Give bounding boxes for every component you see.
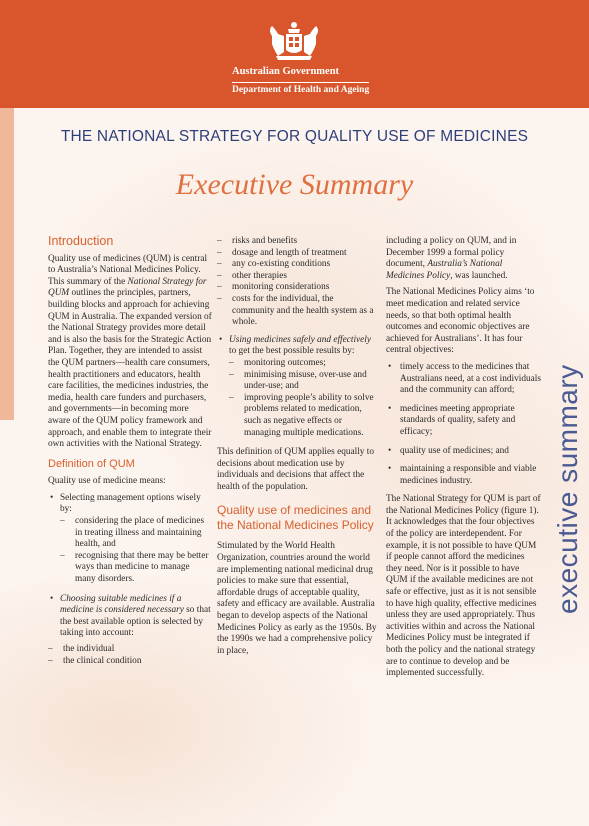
sub-list (60, 516, 212, 586)
list-item: – dosage and length of treatment (232, 248, 377, 260)
list-item: – risks and benefits (232, 236, 377, 248)
policy-text-a: including a policy on QUM, and in December 1999 a formal policy document, (386, 236, 517, 270)
list-item (229, 335, 377, 439)
page-title: THE NATIONAL STRATEGY FOR QUALITY USE OF MEDICINES (60, 128, 529, 145)
list-item: – improving people’s ability to solve problems related to medication, such as negative effects or managing multiple medications. (244, 393, 377, 439)
side-accent-bar (0, 108, 14, 420)
introduction-heading: Introduction (48, 234, 114, 248)
list-item (60, 493, 212, 586)
objectives-list (386, 362, 541, 487)
qum-policy-paragraph: Stimulated by the World Health Organization, countries around the world are implementing national medicinal drug policies to make sure that essential, affordable drugs of acceptable quality, safety and efficacy are available. Australia began to develop aspects of the National Medicines Policy as early as the 1950s. By the 1990s we had a comprehensive policy in place, (217, 541, 377, 656)
coat-of-arms-icon (266, 20, 322, 64)
list-item: – monitoring considerations (232, 282, 377, 294)
vertical-section-label: executive summary (552, 364, 583, 614)
list-item: • timely access to the medicines that Australians need, at a cost individuals and the community can afford; (400, 362, 541, 397)
definition-heading: Definition of QUM (48, 457, 135, 470)
column-1 (48, 236, 212, 667)
list-item: – the clinical condition (63, 656, 212, 668)
intro-text-a: Quality use of medicines (QUM) is central to Australia’s National Medicines Policy. This summary of the (48, 253, 208, 287)
list-item-text: Selecting management options wisely by: (60, 492, 201, 515)
list-item: – other therapies (232, 271, 377, 283)
list-item: – minimising misuse, over-use and under-use; and (244, 370, 377, 393)
department-name: Department of Health and Ageing (232, 85, 370, 95)
list-item: – the individual (63, 644, 212, 656)
list-item: – monitoring outcomes; (244, 358, 377, 370)
list-item-text: so that the best available option is selected by taking into account: (60, 605, 211, 639)
list-item: – considering the place of medicines in treating illness and maintaining health, and (75, 516, 212, 551)
list-item (60, 594, 212, 640)
header-divider (232, 82, 369, 83)
list-item-italic: Using medicines safely and effectively (229, 334, 371, 345)
definition-list (217, 335, 377, 439)
list-item: • medicines meeting appropriate standards of quality, safety and efficacy; (400, 404, 541, 439)
list-item: – any co-existing conditions (232, 259, 377, 271)
column-2 (217, 236, 377, 662)
government-name: Australian Government (232, 66, 340, 77)
header-banner (0, 0, 589, 108)
sub-list (229, 358, 377, 439)
policy-text-b: , was launched. (450, 270, 508, 281)
policy-paragraph-3: The National Strategy for QUM is part of the National Medicines Policy (figure 1). It acknowledges that the four objectives of the policy are interdependent. For example, it is not possible to have QUM if people cannot afford the medicines they need. Nor is it possible to have QUM if the available medicines are not safe or effective, just as it is not sensible to have high quality, effective medicines unless they are used appropriately. Thus activities within and across the National Medicines Policy must be integrated if both the policy and the national strategy are to continue to develop and be implemented successfully. (386, 494, 541, 679)
list-item-italic: Choosing suitable medicines if a medicine is considered necessary (60, 593, 184, 616)
policy-text-italic: Australia’s National Medicines Policy (386, 259, 503, 281)
sub-list (48, 644, 212, 667)
intro-text-b: outlines the principles, partners, building blocks and approach for achieving QUM in Australia. The expanded version of the National Strategy provides more detail and is also the basis for the Strategic Action Plan. Together, they are intended to assist the QUM partners—health care consumers, health practitioners and educators, health care facilities, the medicines industries, the media, health care funders and purchasers, and governments—in becoming more aware of the QUM policy framework and approach, and enable them to integrate their own activities with the National Strategy. (48, 288, 212, 450)
list-item: – recognising that there may be better ways than medicine to manage many disorders. (75, 551, 212, 586)
policy-paragraph-2: The National Medicines Policy aims ‘to meet medication and related service needs, so that both optimal health outcomes and economic objectives are achieved for Australians’. It has four central objectives: (386, 287, 535, 356)
column-3 (386, 236, 541, 685)
list-item: • quality use of medicines; and (400, 446, 541, 458)
list-item: – costs for the individual, the community and the health system as a whole. (232, 294, 377, 329)
list-item: • maintaining a responsible and viable medicines industry. (400, 464, 541, 487)
policy-paragraph-1 (386, 236, 541, 282)
definition-note: This definition of QUM applies equally to decisions about medication use by individuals and decisions that affect the health of the population. (217, 447, 374, 492)
intro-text-italic: National Strategy for QUM (48, 276, 207, 299)
definition-lead: Quality use of medicine means: (48, 476, 166, 487)
introduction-paragraph (48, 254, 212, 451)
definition-list (48, 493, 212, 640)
section-title: Executive Summary (175, 168, 414, 201)
sub-list (217, 236, 377, 329)
qum-policy-heading: Quality use of medicines and the National Medicines Policy (217, 503, 374, 533)
list-item-text: to get the best possible results by: (229, 346, 355, 357)
